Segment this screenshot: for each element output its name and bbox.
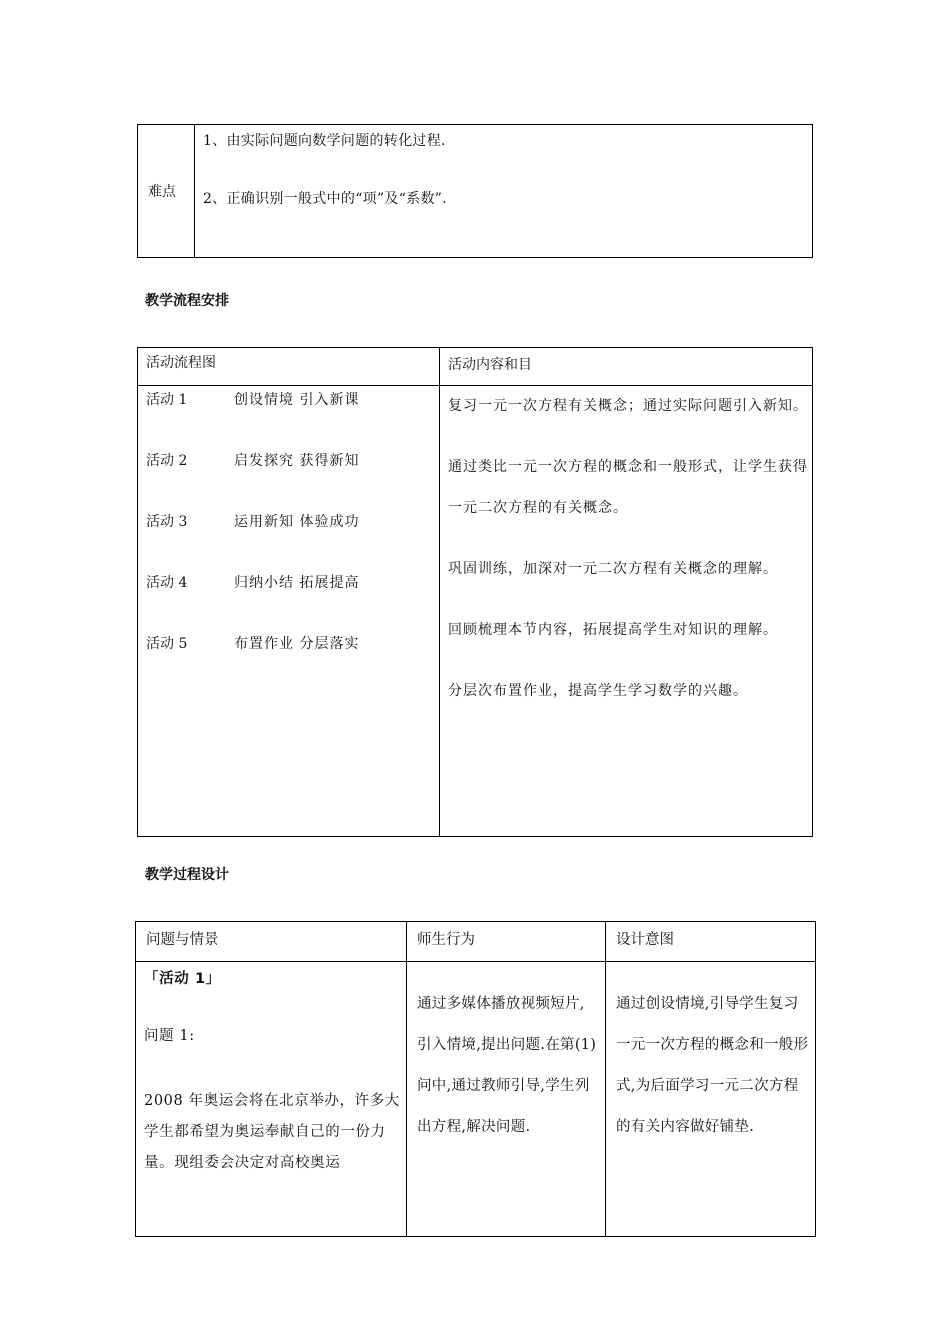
activity-name: 活动 4 xyxy=(146,575,188,591)
purpose-item: 回顾梳理本节内容，拓展提高学生对知识的理解。 xyxy=(448,622,778,638)
activity-name: 活动 3 xyxy=(146,514,188,530)
purpose-item: 巩固训练，加深对一元二次方程有关概念的理解。 xyxy=(448,561,778,577)
flow-heading: 教学流程安排 xyxy=(145,293,229,309)
process-col-c-header: 设计意图 xyxy=(606,922,816,962)
process-col-b-header: 师生行为 xyxy=(407,922,606,962)
activity-name: 活动 5 xyxy=(146,636,188,652)
activity-row xyxy=(146,634,439,695)
purpose-item: 通过类比一元一次方程的概念和一般形式，让学生获得一元二次方程的有关概念。 xyxy=(448,459,808,516)
activity-desc: 创设情境 引入新课 xyxy=(234,392,360,408)
activity-desc: 运用新知 体验成功 xyxy=(234,514,360,530)
flow-activities xyxy=(138,386,440,837)
process-scenario xyxy=(136,962,407,1237)
flow-col-right-header: 活动内容和目 xyxy=(440,348,813,386)
design-intent: 通过创设情境,引导学生复习一元一次方程的概念和一般形式,为后面学习一元二次方程的有关内容做好铺垫. xyxy=(606,962,816,1237)
difficulty-label: 难点 xyxy=(138,125,195,258)
difficulty-point: 1、由实际问题向数学问题的转化过程. xyxy=(203,133,446,149)
process-table xyxy=(135,921,816,1237)
activity-row xyxy=(146,512,439,573)
difficulty-point: 2、正确识别一般式中的“项”及“系数”. xyxy=(203,191,447,207)
activity-name: 活动 1 xyxy=(146,392,188,408)
purpose-item: 复习一元一次方程有关概念；通过实际问题引入新知。 xyxy=(448,398,808,414)
activity-row xyxy=(146,451,439,512)
teacher-student-behavior: 通过多媒体播放视频短片,引入情境,提出问题.在第(1)问中,通过教师引导,学生列出方程,解决问题. xyxy=(407,962,606,1237)
activity-row xyxy=(146,390,439,451)
question-text: 2008 年奥运会将在北京举办，许多大学生都希望为奥运奉献自己的一份力量。现组委会决定对高校奥运 xyxy=(144,1093,400,1171)
flow-purposes xyxy=(440,386,813,837)
activity-desc: 布置作业 分层落实 xyxy=(234,636,360,652)
flow-col-left-header: 活动流程图 xyxy=(138,348,440,386)
process-col-a-header: 问题与情景 xyxy=(136,922,407,962)
difficulty-content xyxy=(195,125,813,258)
activity-badge: 「活动 1」 xyxy=(144,971,221,987)
process-heading: 教学过程设计 xyxy=(145,867,229,883)
difficulty-table xyxy=(137,124,813,258)
flow-table xyxy=(137,347,813,837)
activity-name: 活动 2 xyxy=(146,453,188,469)
purpose-item: 分层次布置作业，提高学生学习数学的兴趣。 xyxy=(448,683,748,699)
activity-row xyxy=(146,573,439,634)
activity-desc: 启发探究 获得新知 xyxy=(234,453,360,469)
question-label: 问题 1: xyxy=(144,1028,195,1044)
activity-desc: 归纳小结 拓展提高 xyxy=(234,575,360,591)
